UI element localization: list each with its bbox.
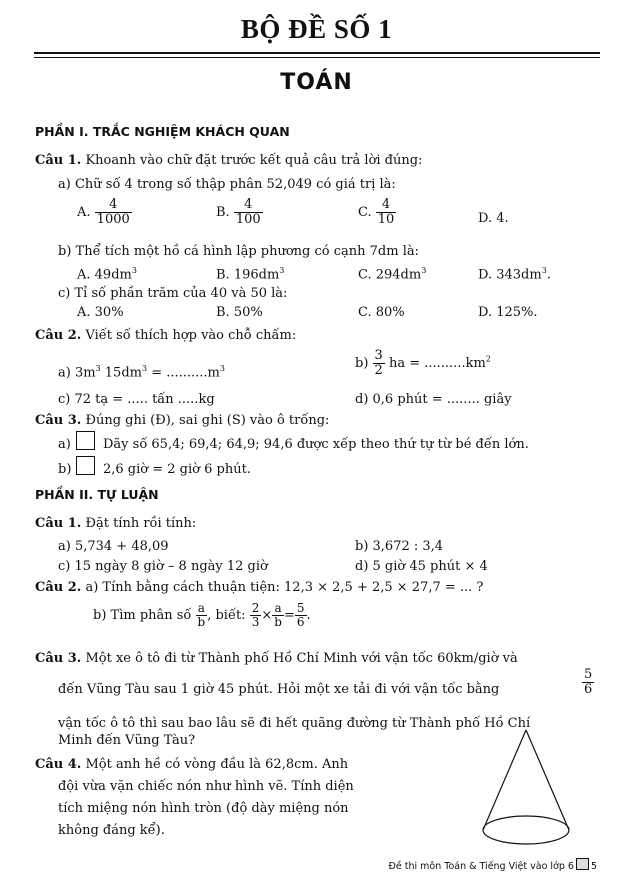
p2-q4-line3: tích miệng nón hình tròn (độ dày miệng nón: [58, 801, 349, 816]
fraction: $\frac{4}{1000}$: [96, 197, 130, 227]
part2-heading: PHẦN II. TỰ LUẬN: [35, 487, 159, 502]
p2-q3-line4: Minh đến Vũng Tàu?: [58, 733, 196, 748]
cone-figure: [476, 726, 576, 850]
p1-q1a-option-d: D. 4.: [478, 211, 509, 226]
p2-q1c: c) 15 ngày 8 giờ – 8 ngày 12 giờ: [58, 559, 268, 574]
p1-q1a-option-a: A. $\frac{4}{1000}$: [77, 197, 130, 227]
title-rule-thin: [34, 57, 600, 58]
p1-q1b-option-c: C. $294dm^3$: [358, 266, 427, 283]
p2-q1d: d) 5 giờ 45 phút × 4: [355, 559, 488, 574]
fraction: $\frac{5}{6}$: [296, 601, 305, 629]
p2-q3-line2: đến Vũng Tàu sau 1 giờ 45 phút. Hỏi một xe tải đi với vận tốc bằng: [58, 682, 500, 697]
p1-q1b-text: b) Thể tích một hồ cá hình lập phương có cạnh 7dm là:: [58, 244, 419, 259]
answer-box-b[interactable]: [76, 456, 95, 475]
p2-q1b: b) 3,672 : 3,4: [355, 539, 444, 554]
p2-q3-line1: Câu 3. Một xe ô tô đi từ Thành phố Hồ Chí Minh với vận tốc 60km/giờ và: [35, 651, 518, 666]
fraction: $\frac{3}{2}$: [374, 348, 383, 378]
p1-q1a-text: a) Chữ số 4 trong số thập phân 52,049 có giá trị là:: [58, 177, 396, 192]
p2-q1a: a) 5,734 + 48,09: [58, 539, 169, 554]
p1-q1b-option-b: B. $196dm^3$: [216, 266, 285, 283]
p1-q3a-text: Dãy số 65,4; 69,4; 64,9; 94,6 được xếp theo thứ tự từ bé đến lớn.: [103, 437, 529, 452]
p2-q1-line: Câu 1. Đặt tính rồi tính:: [35, 516, 197, 531]
p1-q3b-label: b): [58, 462, 72, 477]
fraction: $\frac{4}{10}$: [377, 197, 395, 227]
p1-q1a-option-c: C. $\frac{4}{10}$: [358, 197, 395, 227]
p1-q1c-option-a: A. 30%: [77, 305, 124, 320]
p1-q1-text: Khoanh vào chữ đặt trước kết quả câu trả lời đúng:: [85, 153, 423, 168]
p1-q3-line: Câu 3. Đúng ghi (Đ), sai ghi (S) vào ô trống:: [35, 413, 330, 428]
p1-q1-label: Câu 1.: [35, 153, 82, 168]
p1-q2a: a) $3m^3$ $15dm^3 = ..........m^3$: [58, 364, 225, 381]
page-number: 5: [590, 861, 597, 872]
fraction: $\frac{a}{b}$: [274, 601, 282, 629]
answer-box-a[interactable]: [76, 431, 95, 450]
p1-q2-line: Câu 2. Viết số thích hợp vào chỗ chấm:: [35, 328, 297, 343]
p2-q4-line4: không đáng kể).: [58, 823, 165, 838]
fraction: $\frac{5}{6}$: [584, 667, 593, 697]
p2-q4-line2: đội vừa vặn chiếc nón như hình vẽ. Tính diện: [58, 779, 354, 794]
fraction: $\frac{a}{b}$: [197, 601, 206, 629]
page-title: BỘ ĐỀ SỐ 1: [240, 14, 393, 44]
p1-q2c: c) 72 tạ = ..... tấn .....kg: [58, 392, 215, 407]
p1-q1c-option-c: C. 80%: [358, 305, 405, 320]
p1-q1a-option-b: B. $\frac{4}{100}$: [216, 197, 261, 227]
fraction: $\frac{2}{3}$: [251, 601, 260, 629]
p1-q1-line: [35, 153, 422, 169]
title-rule-thick: [34, 52, 600, 54]
p1-q1b-option-a: A. $49dm^3$: [77, 266, 137, 283]
p1-q1b-option-d: D. $343dm^3$.: [478, 266, 551, 283]
fraction: $\frac{4}{100}$: [235, 197, 261, 227]
part1-heading: PHẦN I. TRẮC NGHIỆM KHÁCH QUAN: [35, 124, 290, 139]
p2-q3-fraction: [582, 668, 594, 697]
p2-q3-line3: vận tốc ô tô thì sau bao lâu sẽ đi hết quãng đường từ Thành phố Hồ Chí: [58, 716, 531, 731]
p1-q1c-option-b: B. 50%: [216, 305, 263, 320]
p1-q3a-label: a): [58, 437, 71, 452]
p1-q1c-text: c) Tỉ số phần trăm của 40 và 50 là:: [58, 286, 288, 301]
p1-q1c-option-d: D. 125%.: [478, 305, 538, 320]
p2-q2b: b) Tìm phân số $\frac{a}{b}$ , biết: $\frac{2}{3}$ × $\frac{a}{b}$ = $\frac{5}{6}$ .: [93, 601, 311, 629]
book-icon: [576, 858, 589, 870]
subject-heading: TOÁN: [280, 70, 353, 95]
page-footer: [389, 858, 597, 872]
p2-q2a-line: Câu 2. a) Tính bằng cách thuận tiện: 12,3 × 2,5 + 2,5 × 27,7 = ... ?: [35, 580, 484, 595]
p2-q4-line1: Câu 4. Một anh hề có vòng đầu là 62,8cm. Anh: [35, 757, 349, 772]
footer-text: Đề thi môn Toán & Tiếng Việt vào lớp 6: [388, 861, 574, 872]
p1-q3b-text: 2,6 giờ = 2 giờ 6 phút.: [103, 462, 251, 477]
p1-q2d: d) 0,6 phút = ........ giây: [355, 392, 512, 407]
p1-q2b: b) $\frac{3}{2}$ ha = $..........km^2$: [355, 348, 491, 378]
